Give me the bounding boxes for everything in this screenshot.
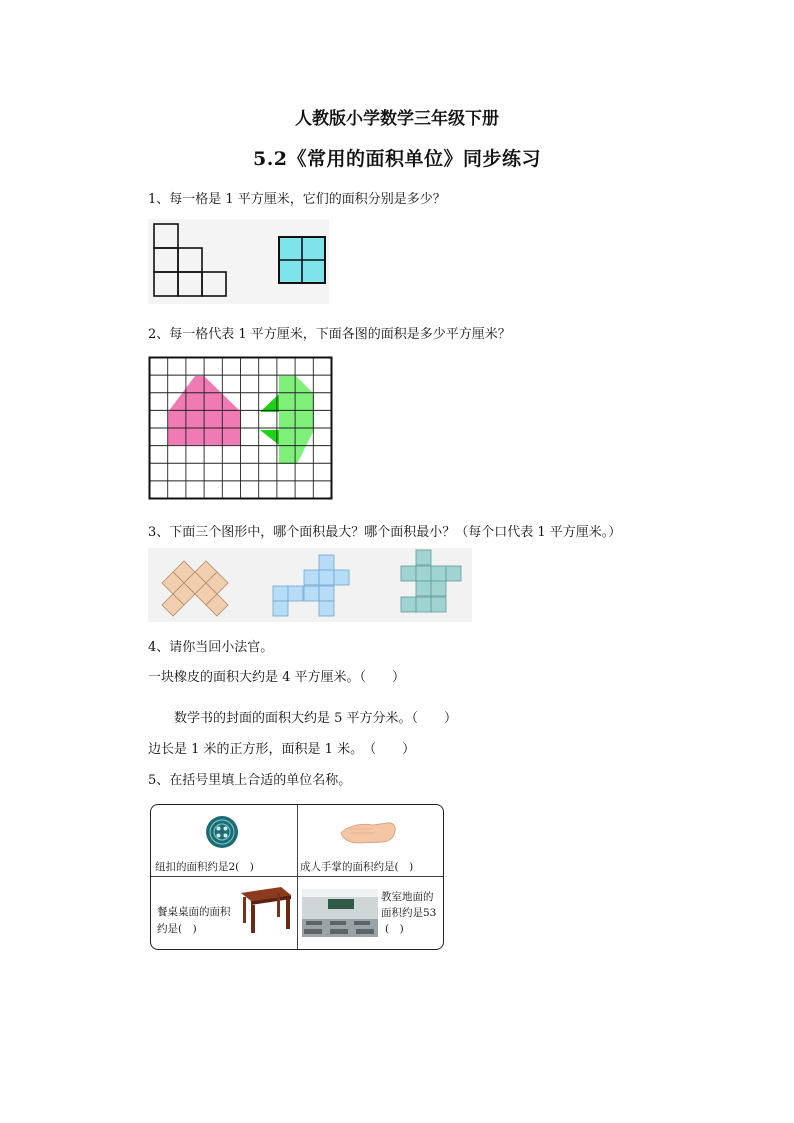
q3-shape-teal bbox=[401, 550, 461, 612]
q4-item-2: 数学书的封面的面积大约是 5 平方分米。（ ） bbox=[174, 711, 458, 726]
q1-stair-cell bbox=[154, 248, 178, 272]
q3-shape-blue bbox=[273, 555, 349, 616]
table-icon bbox=[237, 883, 293, 935]
q5-cell2-caption: 成人手掌的面积约是( ) bbox=[300, 861, 414, 873]
q5-cell3-caption-line2: 约是( ) bbox=[157, 923, 197, 935]
button-icon bbox=[205, 815, 239, 849]
question-2: 2、每一格代表 1 平方厘米，下面各图的面积是多少平方厘米？ bbox=[148, 327, 511, 342]
palm-icon bbox=[339, 817, 397, 847]
q5-cell1-caption: 纽扣的面积约是2( ) bbox=[155, 861, 254, 873]
q2-hexagon-shape bbox=[279, 376, 314, 464]
q1-stair-cell bbox=[178, 272, 202, 296]
q4-item-3: 边长是 1 米的正方形，面积是 1 米。 （ ） bbox=[148, 742, 416, 757]
q1-stair-cell bbox=[202, 272, 226, 296]
page-subtitle: 5.2《常用的面积单位》同步练习 bbox=[252, 148, 542, 170]
q2-triangle-bottom bbox=[260, 430, 279, 445]
q1-stair-cell bbox=[154, 224, 178, 248]
page-title: 人教版小学数学三年级下册 bbox=[295, 109, 499, 129]
question-4: 4、请你当回小法官。 bbox=[148, 640, 274, 655]
classroom-icon bbox=[302, 889, 378, 937]
q3-figure-svg bbox=[148, 548, 472, 622]
question-3: 3、下面三个图形中，哪个面积最大？哪个面积最小？（每个口代表 1 平方厘米。） bbox=[148, 525, 622, 540]
q1-figure-svg bbox=[148, 219, 329, 304]
q2-figure bbox=[148, 356, 334, 500]
q2-figure-svg bbox=[148, 356, 334, 500]
q5-table bbox=[150, 804, 444, 950]
question-1: 1、每一格是 1 平方厘米，它们的面积分别是多少？ bbox=[148, 192, 446, 207]
q1-figure bbox=[148, 219, 329, 304]
question-5: 5、在括号里填上合适的单位名称。 bbox=[148, 773, 352, 788]
q2-triangle-top bbox=[260, 394, 279, 412]
q1-square bbox=[279, 237, 325, 283]
q5-cell4-caption-line1: 教室地面的 bbox=[381, 891, 434, 903]
q3-figure bbox=[148, 548, 472, 622]
q1-stair-cell bbox=[154, 272, 178, 296]
q1-stair-cell bbox=[178, 248, 202, 272]
q5-cell3-caption-line1: 餐桌桌面的面积 bbox=[157, 906, 231, 918]
q5-cell4-caption-line3: ( ) bbox=[385, 923, 404, 935]
q5-divider-v bbox=[297, 805, 298, 950]
q3-shape-tan bbox=[162, 561, 228, 616]
q2-grid bbox=[150, 358, 332, 499]
q5-divider-h bbox=[151, 876, 444, 877]
q5-cell4-caption-line2: 面积约是53 bbox=[381, 907, 437, 919]
q4-item-1: 一块橡皮的面积大约是 4 平方厘米。（ ） bbox=[148, 670, 406, 685]
